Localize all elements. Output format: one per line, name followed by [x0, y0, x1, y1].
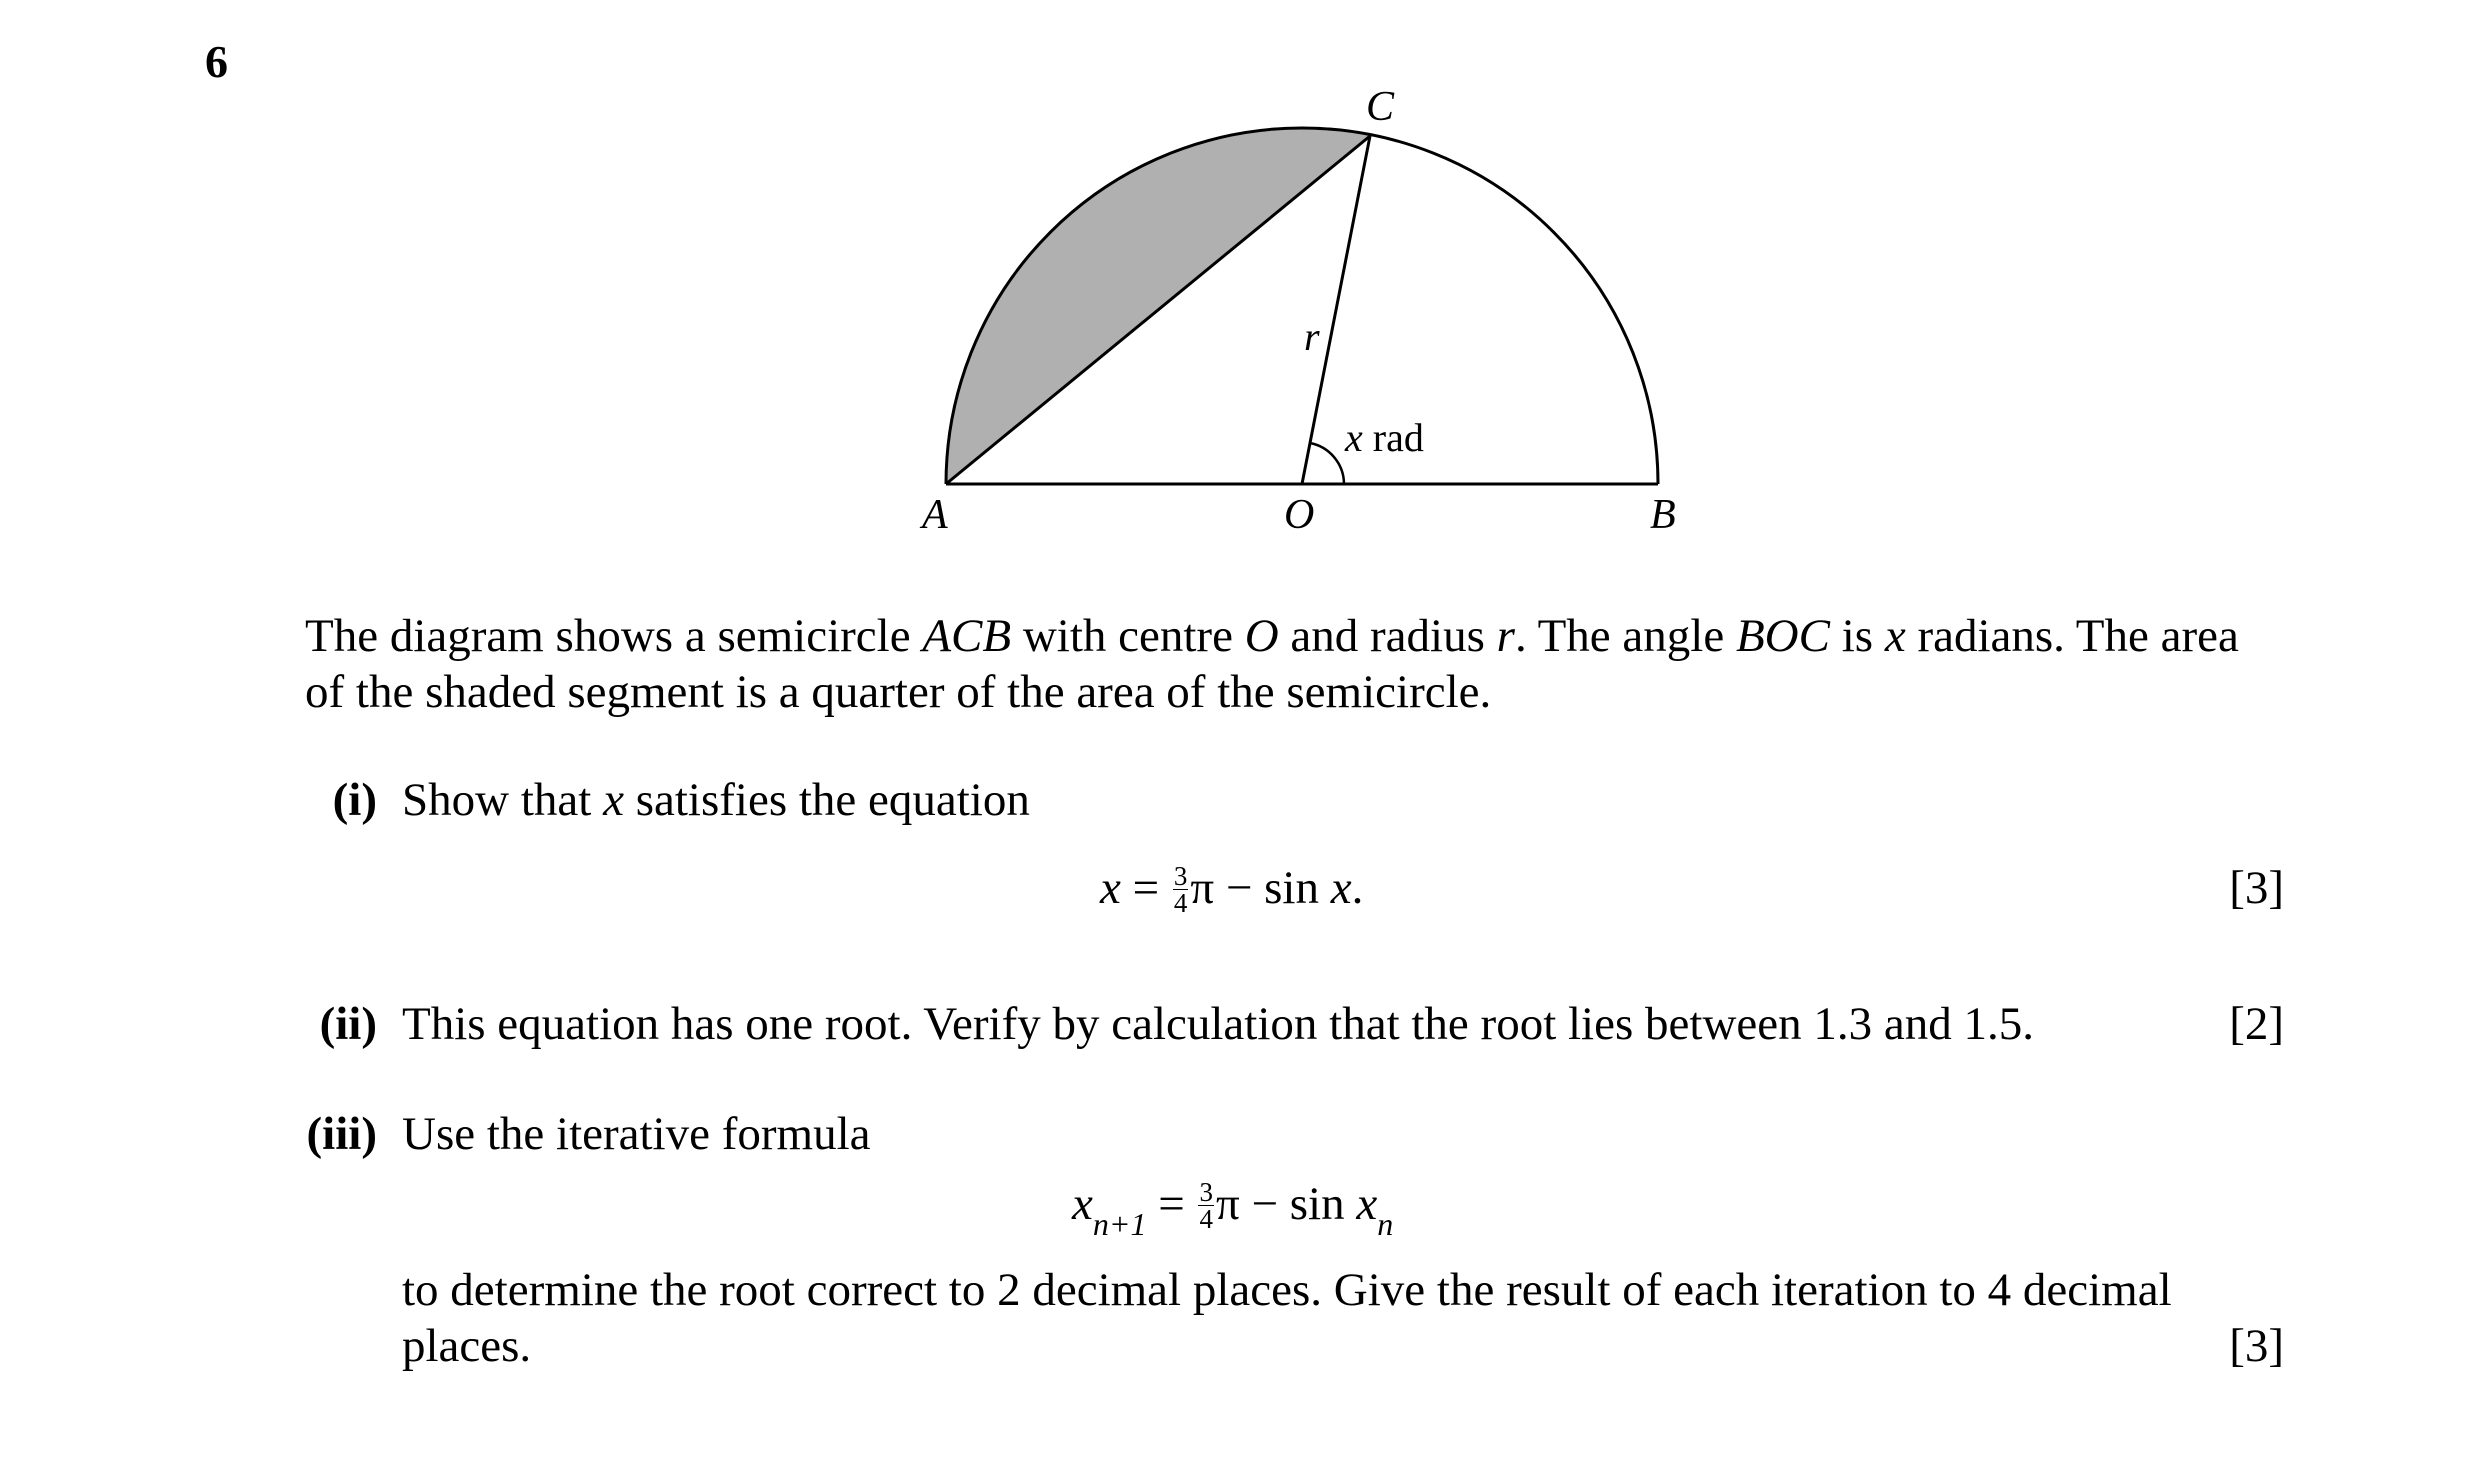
part-ii-marks: [2] — [2229, 998, 2284, 1050]
fraction: $\frac{3}{4}$ — [1173, 860, 1188, 918]
part-iii-equation: $x_{n+1}$ = $\frac{3}{4}$ $\pi - \sin x_n$ — [1072, 1176, 1394, 1242]
label-c: C — [1366, 84, 1395, 130]
label-a: A — [922, 492, 948, 538]
intro-paragraph: The diagram shows a semicircle ACB with centre O and radius r. The angle BOC is x radians. The area of the shaded segment is a quarter of the area of the semicircle. — [305, 610, 2239, 718]
part-ii-text: This equation has one root. Verify by calculation that the root lies between 1.3 and 1.5. — [402, 998, 2034, 1050]
label-angle: x rad — [1345, 415, 1424, 460]
part-i-equation: x = $\frac{3}{4}$ π − sin x. — [1100, 860, 1364, 918]
part-iii-text: Use the iterative formula — [402, 1108, 871, 1160]
part-ii-label: (ii) — [319, 998, 377, 1050]
part-i-marks: [3] — [2229, 862, 2284, 914]
label-o: O — [1284, 492, 1315, 538]
part-iii-label: (iii) — [306, 1108, 377, 1160]
part-iii-text-after: to determine the root correct to 2 decimal places. Give the result of each iteration to 4 decimal places. — [402, 1264, 2172, 1372]
label-r: r — [1304, 314, 1320, 359]
semicircle-diagram — [0, 0, 2480, 600]
label-b: B — [1650, 492, 1676, 538]
question-number: 6 — [205, 36, 228, 87]
angle-arc — [1310, 443, 1344, 484]
part-i-text: Show that x satisfies the equation — [402, 774, 1030, 826]
part-i-label: (i) — [332, 774, 377, 826]
part-iii-marks: [3] — [2229, 1320, 2284, 1372]
fraction: $\frac{3}{4}$ — [1199, 1176, 1213, 1234]
